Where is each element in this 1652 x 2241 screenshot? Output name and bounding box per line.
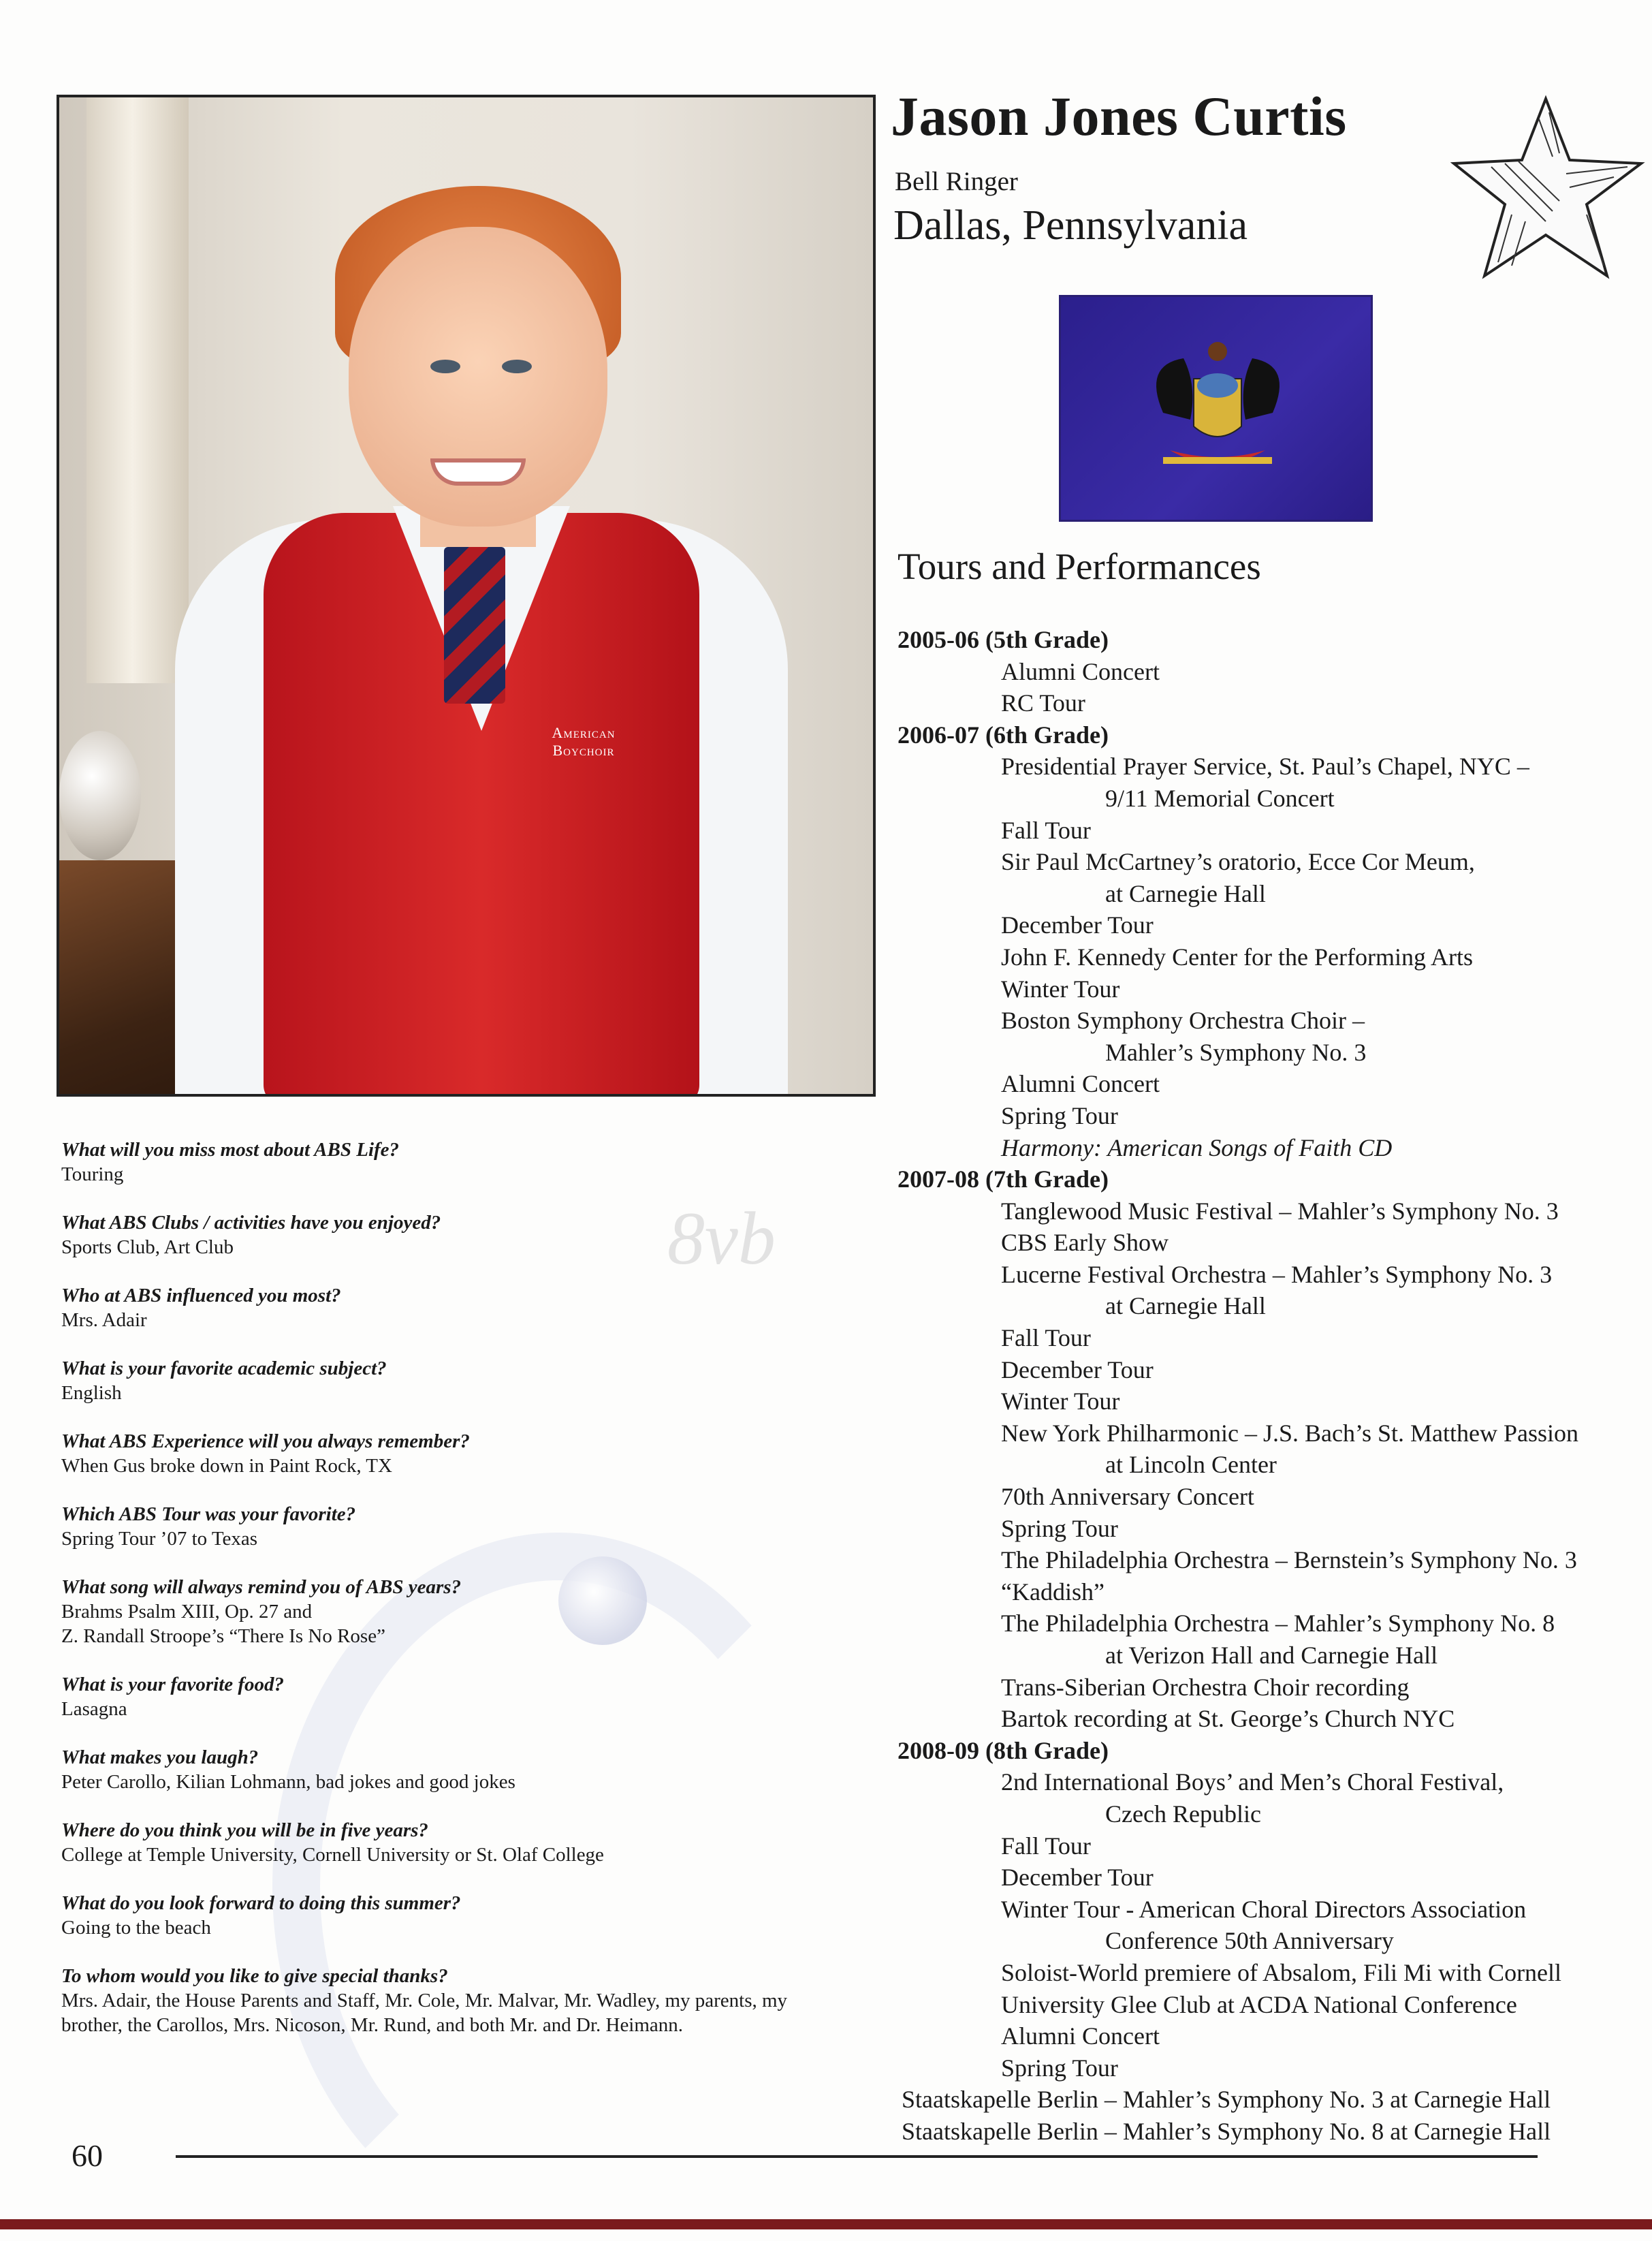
coat-of-arms-icon: [1061, 297, 1375, 524]
tour-event: Harmony: American Songs of Faith CD: [1001, 1133, 1393, 1161]
tour-event-continued: Czech Republic: [1105, 1800, 1261, 1828]
glass-finial: [59, 731, 141, 860]
answer: Mrs. Adair: [61, 1309, 147, 1331]
qa-item: [61, 1210, 851, 1259]
qa-item: [61, 1502, 851, 1551]
tour-event: RC Tour: [1001, 689, 1085, 717]
student-name: Jason Jones Curtis: [891, 85, 1347, 147]
tour-event: Alumni Concert: [1001, 1070, 1160, 1098]
question: What song will always remind you of ABS years?: [61, 1576, 462, 1598]
right-eye: [502, 360, 532, 373]
answer: Going to the beach: [61, 1917, 211, 1939]
tour-event: Spring Tour: [1001, 1101, 1118, 1129]
qa-item: [61, 1283, 851, 1332]
bottom-edge-band: [0, 2219, 1652, 2229]
tour-event: “Kaddish”: [1001, 1578, 1105, 1605]
qa-item: [61, 1429, 851, 1478]
qa-item: [61, 1356, 851, 1405]
tour-event: Boston Symphony Orchestra Choir –: [1001, 1007, 1365, 1035]
question: What will you miss most about ABS Life?: [61, 1139, 400, 1161]
qa-item: [61, 1745, 851, 1794]
tours-list: [898, 624, 1647, 2148]
tour-event-continued: 9/11 Memorial Concert: [1105, 784, 1335, 812]
tour-event: University Glee Club at ACDA National Conference: [1001, 1990, 1517, 2018]
answer: Mrs. Adair, the House Parents and Staff, Mr. Cole, Mr. Malvar, Mr. Wadley, my parents, my: [61, 1990, 788, 2011]
question: What ABS Clubs / activities have you enjoyed?: [61, 1212, 441, 1234]
tour-event: Lucerne Festival Orchestra – Mahler’s Symphony No. 3: [1001, 1260, 1553, 1288]
qa-item: [61, 1964, 851, 2037]
tour-event: New York Philharmonic – J.S. Bach’s St. Matthew Passion: [1001, 1419, 1579, 1447]
question: What is your favorite food?: [61, 1674, 285, 1695]
question: Who at ABS influenced you most?: [61, 1285, 341, 1306]
answer: College at Temple University, Cornell University or St. Olaf College: [61, 1844, 604, 1866]
tour-event: Alumni Concert: [1001, 2022, 1160, 2050]
tour-event: Fall Tour: [1001, 1832, 1091, 1860]
tour-event: The Philadelphia Orchestra – Bernstein’s Symphony No. 3: [1001, 1546, 1577, 1574]
tour-event: Fall Tour: [1001, 1324, 1091, 1352]
qa-item: [61, 1818, 851, 1867]
question: To whom would you like to give special thanks?: [61, 1965, 448, 1987]
qa-item: [61, 1891, 851, 1940]
left-eye: [430, 360, 460, 373]
answer: Spring Tour ’07 to Texas: [61, 1528, 258, 1550]
tour-event: Bartok recording at St. George’s Church NYC: [1001, 1705, 1455, 1733]
answer-continued: Z. Randall Stroope’s “There Is No Rose”: [61, 1625, 385, 1647]
qa-item: [61, 1575, 851, 1648]
answer: Lasagna: [61, 1698, 127, 1720]
question: Where do you think you will be in five years?: [61, 1819, 428, 1841]
tour-event: 2nd International Boys’ and Men’s Choral Festival,: [1001, 1768, 1504, 1796]
tour-event-continued: at Verizon Hall and Carnegie Hall: [1105, 1642, 1438, 1669]
star-icon: [1450, 92, 1648, 296]
tour-event: Soloist-World premiere of Absalom, Fili Mi with Cornell: [1001, 1958, 1562, 1986]
tour-event: The Philadelphia Orchestra – Mahler’s Symphony No. 8: [1001, 1610, 1555, 1637]
tour-event: Staatskapelle Berlin – Mahler’s Symphony No. 3 at Carnegie Hall: [902, 2086, 1551, 2114]
tour-event: Alumni Concert: [1001, 657, 1160, 685]
tour-event: Tanglewood Music Festival – Mahler’s Symphony No. 3: [1001, 1197, 1559, 1225]
answer: Peter Carollo, Kilian Lohmann, bad jokes and good jokes: [61, 1771, 515, 1793]
answer-continued: brother, the Carollos, Mrs. Nicoson, Mr. Rund, and both Mr. and Dr. Heimann.: [61, 2014, 684, 2036]
smile: [430, 458, 526, 486]
tour-event-continued: at Carnegie Hall: [1105, 879, 1266, 907]
vest-patch-line2: Boychoir: [552, 742, 615, 759]
footer-rule: [176, 2155, 1538, 2158]
tour-event: Presidential Prayer Service, St. Paul’s Chapel, NYC –: [1001, 753, 1529, 781]
tour-event: Winter Tour: [1001, 1388, 1120, 1415]
tour-event: Winter Tour: [1001, 975, 1120, 1003]
qa-item: [61, 1672, 851, 1721]
tour-event: Staatskapelle Berlin – Mahler’s Symphony No. 8 at Carnegie Hall: [902, 2117, 1551, 2145]
tour-event: John F. Kennedy Center for the Performing Arts: [1001, 943, 1473, 971]
tour-event: December Tour: [1001, 911, 1154, 939]
tour-event: Spring Tour: [1001, 1514, 1118, 1542]
year-heading: 2008-09 (8th Grade): [898, 1736, 1109, 1764]
striped-tie: [444, 547, 505, 704]
pennsylvania-flag: [1059, 295, 1373, 522]
portrait-photo: [57, 95, 876, 1097]
question: What is your favorite academic subject?: [61, 1358, 387, 1379]
tour-event: Fall Tour: [1001, 816, 1091, 844]
questionnaire: [61, 1138, 851, 2061]
tour-event: Winter Tour - American Choral Directors Association: [1001, 1895, 1527, 1923]
year-heading: 2005-06 (5th Grade): [898, 626, 1109, 653]
tour-event: Trans-Siberian Orchestra Choir recording: [1001, 1673, 1410, 1701]
tour-event-continued: Mahler’s Symphony No. 3: [1105, 1038, 1367, 1066]
answer: English: [61, 1382, 122, 1404]
student-hometown: Dallas, Pennsylvania: [893, 202, 1248, 249]
question: What makes you laugh?: [61, 1746, 259, 1768]
tours-heading: Tours and Performances: [898, 546, 1261, 587]
tour-event: December Tour: [1001, 1355, 1154, 1383]
tour-event: CBS Early Show: [1001, 1229, 1169, 1257]
vest-patch: [536, 724, 631, 759]
student-role: Bell Ringer: [895, 167, 1018, 196]
vest-patch-line1: American: [552, 724, 616, 741]
question: What ABS Experience will you always remember?: [61, 1430, 470, 1452]
tour-event-continued: Conference 50th Anniversary: [1105, 1927, 1394, 1955]
ottava-mark: 8vb: [667, 1197, 776, 1280]
tour-event: Sir Paul McCartney’s oratorio, Ecce Cor Meum,: [1001, 848, 1475, 876]
tour-event: Spring Tour: [1001, 2054, 1118, 2082]
year-heading: 2006-07 (6th Grade): [898, 721, 1109, 749]
background-pillar: [86, 97, 189, 683]
answer: Touring: [61, 1163, 124, 1185]
question: Which ABS Tour was your favorite?: [61, 1503, 356, 1525]
year-heading: 2007-08 (7th Grade): [898, 1165, 1109, 1193]
tour-event-continued: at Carnegie Hall: [1105, 1292, 1266, 1320]
question: What do you look forward to doing this summer?: [61, 1892, 461, 1914]
answer: Sports Club, Art Club: [61, 1236, 234, 1258]
page-number: 60: [72, 2138, 103, 2173]
answer: When Gus broke down in Paint Rock, TX: [61, 1455, 392, 1477]
tour-event: 70th Anniversary Concert: [1001, 1483, 1254, 1511]
tour-event: December Tour: [1001, 1864, 1154, 1892]
tour-event-continued: at Lincoln Center: [1105, 1451, 1277, 1479]
answer: Brahms Psalm XIII, Op. 27 and: [61, 1601, 313, 1623]
qa-item: [61, 1138, 851, 1187]
